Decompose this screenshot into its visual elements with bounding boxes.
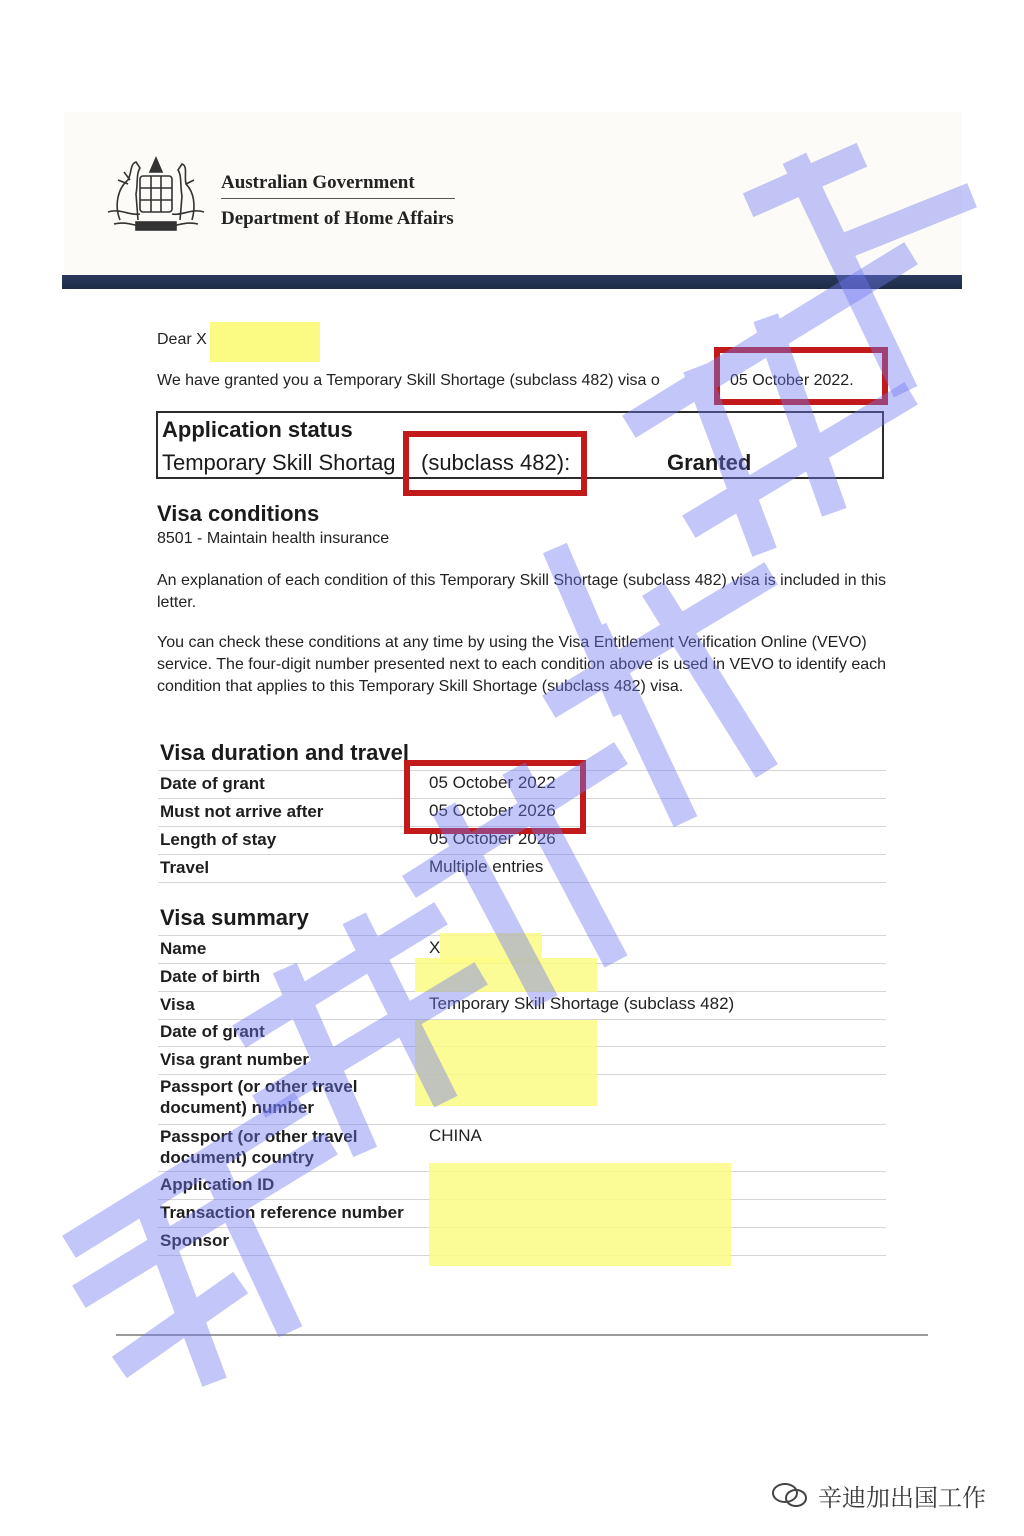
annotation-frame-dates (404, 760, 586, 834)
annotation-frame-grant-date (714, 347, 888, 405)
row-divider (158, 854, 886, 855)
government-name: Australian Government (221, 172, 415, 193)
redaction-highlight (429, 1163, 731, 1266)
redaction-highlight (415, 958, 597, 992)
summary-heading: Visa summary (160, 905, 309, 930)
summary-label: Sponsor (160, 1231, 229, 1250)
condition-item: 8501 - Maintain health insurance (157, 530, 390, 547)
row-divider (158, 882, 886, 883)
letterhead-divider (221, 198, 455, 199)
duration-label: Travel (160, 858, 210, 877)
account-name: 辛迪加出国工作 (818, 1484, 986, 1512)
duration-value: 05 October 2026 (429, 829, 556, 848)
department-name: Department of Home Affairs (221, 208, 454, 229)
coat-of-arms-icon (100, 150, 212, 234)
duration-label: Length of stay (160, 830, 277, 849)
header-band (62, 275, 962, 289)
duration-value: 05 October 2022 (429, 773, 556, 792)
duration-label: Must not arrive after (160, 802, 324, 821)
summary-label: Application ID (160, 1175, 275, 1194)
summary-label: Transaction reference number (160, 1203, 404, 1222)
summary-label: Passport (or other travel document) country (160, 1127, 358, 1167)
page-bottom-rule (116, 1334, 928, 1336)
summary-label: Visa grant number (160, 1050, 309, 1069)
summary-label: Name (160, 939, 207, 958)
summary-label: Visa (160, 995, 195, 1014)
duration-label: Date of grant (160, 774, 265, 793)
duration-value: Multiple entries (429, 857, 544, 876)
conditions-explanation: An explanation of each condition of this Temporary Skill Shortage (subclass 482) visa is included in this letter. (157, 572, 886, 611)
duration-value: 05 October 2026 (429, 801, 556, 820)
redaction-highlight (210, 322, 320, 362)
grant-date: 05 October 2022. (730, 372, 854, 389)
greeting: Dear X (157, 331, 207, 348)
row-divider (158, 1124, 886, 1125)
visa-conditions-heading: Visa conditions (157, 501, 320, 526)
status-visa-name: Temporary Skill Shortag (162, 450, 396, 475)
summary-label: Date of birth (160, 967, 261, 986)
summary-value: X (429, 938, 441, 957)
summary-label: Passport (or other travel document) number (160, 1077, 358, 1117)
redaction-highlight (415, 1020, 597, 1106)
status-subclass: (subclass 482): (421, 450, 571, 475)
grant-sentence: We have granted you a Temporary Skill Shortage (subclass 482) visa o (157, 372, 660, 389)
status-badge: Granted (667, 450, 752, 475)
summary-label: Date of grant (160, 1022, 265, 1041)
duration-heading: Visa duration and travel (160, 740, 410, 765)
wechat-icon (770, 1480, 810, 1510)
vevo-explanation: You can check these conditions at any time by using the Visa Entitlement Verification Online (VEVO) service. The four-digit number presented next to each condition above is used in VEVO to identify each condition that applies to this Temporary Skill Shortage (subclass 482) visa. (157, 634, 887, 695)
annotation-frame-subclass (403, 431, 587, 496)
summary-value: Temporary Skill Shortage (subclass 482) (429, 994, 735, 1013)
summary-value: CHINA (429, 1126, 482, 1145)
application-status-title: Application status (162, 417, 353, 442)
